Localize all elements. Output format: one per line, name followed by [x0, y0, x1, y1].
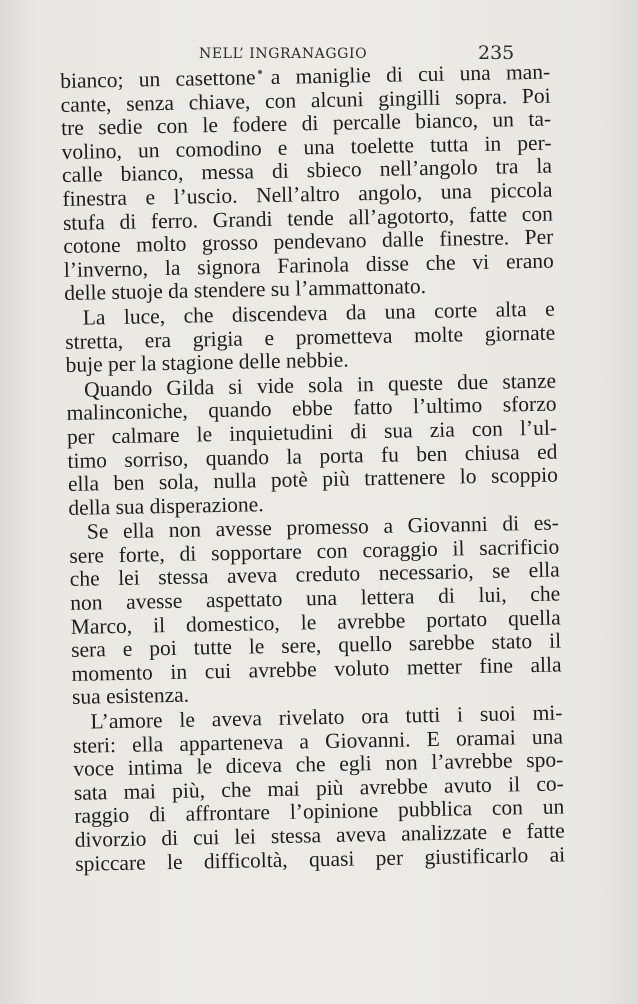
text-line: L’amore le aveva rivelato ora tutti i suoi mi-	[90, 700, 563, 734]
text-line: ella ben sola, nulla potè più trattenere lo scoppio	[67, 462, 559, 497]
text-line: l’inverno, la signora Farinola disse che vi erano	[63, 248, 554, 282]
text-line: malinconiche, quando ebbe fatto l’ultimo sforzo	[66, 391, 557, 426]
text-line: non avesse aspettato una lettera di lui, che	[70, 581, 561, 615]
text-line: buje per la stagione delle nebbie.	[65, 347, 349, 378]
text-line: divorzio di cui lei stessa aveva analizzate e fatte	[74, 818, 565, 852]
text-line: tre sedie con le fodere di percalle bianco, un ta-	[60, 106, 552, 141]
text-line: sata mai più, che mai più avrebbe avuto il co-	[73, 771, 565, 805]
text-line: calle bianco, messa di sbieco nell’angolo tra la	[61, 153, 553, 188]
text-line: Se ella non avesse promesso a Giovanni di es-	[86, 510, 560, 544]
text-line: spiccare le difficoltà, quasi per giustificarlo ai	[75, 842, 566, 876]
text-line: steri: ella apparteneva a Giovanni. E oramai una	[72, 724, 564, 758]
text-line: bianco; un casettone a maniglie di cui una man-	[59, 59, 551, 93]
text-line: raggio di affrontare l’opinione pubblica con un	[74, 794, 565, 829]
text-line: cante, senza chiave, con alcuni gingilli sopra. Poi	[60, 83, 551, 117]
text-line: per calmare le inquietudini di sua zia con l’ul-	[66, 415, 558, 449]
text-line: cotone molto grosso pendevano dalle finestre. Per	[63, 224, 554, 259]
text-line: timo sorriso, quando la porta fu ben chiusa ed	[67, 439, 558, 473]
text-line: Marco, il domestico, le avrebbe portato quella	[70, 605, 561, 639]
text-line: sera e poi tutte le sere, quello sarebbe stato il	[70, 628, 562, 663]
text-line: La luce, che discendeva da una corte alta e	[82, 296, 555, 330]
text-line: che lei stessa aveva creduto necessario, se ella	[69, 557, 560, 592]
text-line: della sua disperazione.	[68, 491, 264, 520]
text-line: finestra e l’uscio. Nell’altro angolo, una piccola	[62, 177, 553, 211]
text-line: delle stuoje da stendere su l’ammattonato.	[64, 274, 427, 306]
text-line: momento in cui avrebbe voluto metter fine alla	[71, 652, 562, 686]
text-line: Quando Gilda si vide sola in queste due stanze	[83, 368, 557, 402]
text-line: sere forte, di sopportare con coraggio il sacrificio	[69, 534, 560, 568]
text-line: stretta, era grigia e prometteva molte giornate	[64, 320, 556, 354]
text-line: volino, un comodino e una toelette tutta in per-	[61, 130, 552, 164]
running-title: NELL’ INGRANAGGIO	[199, 46, 368, 62]
text-line: sua esistenza.	[71, 683, 190, 710]
body-text	[60, 61, 565, 876]
page-number: 235	[478, 42, 515, 64]
text-line: stufa di ferro. Grandi tende all’agotorto, fatte con	[62, 201, 554, 235]
text-line: voce intima le diceva che egli non l’avrebbe spo-	[73, 747, 564, 782]
